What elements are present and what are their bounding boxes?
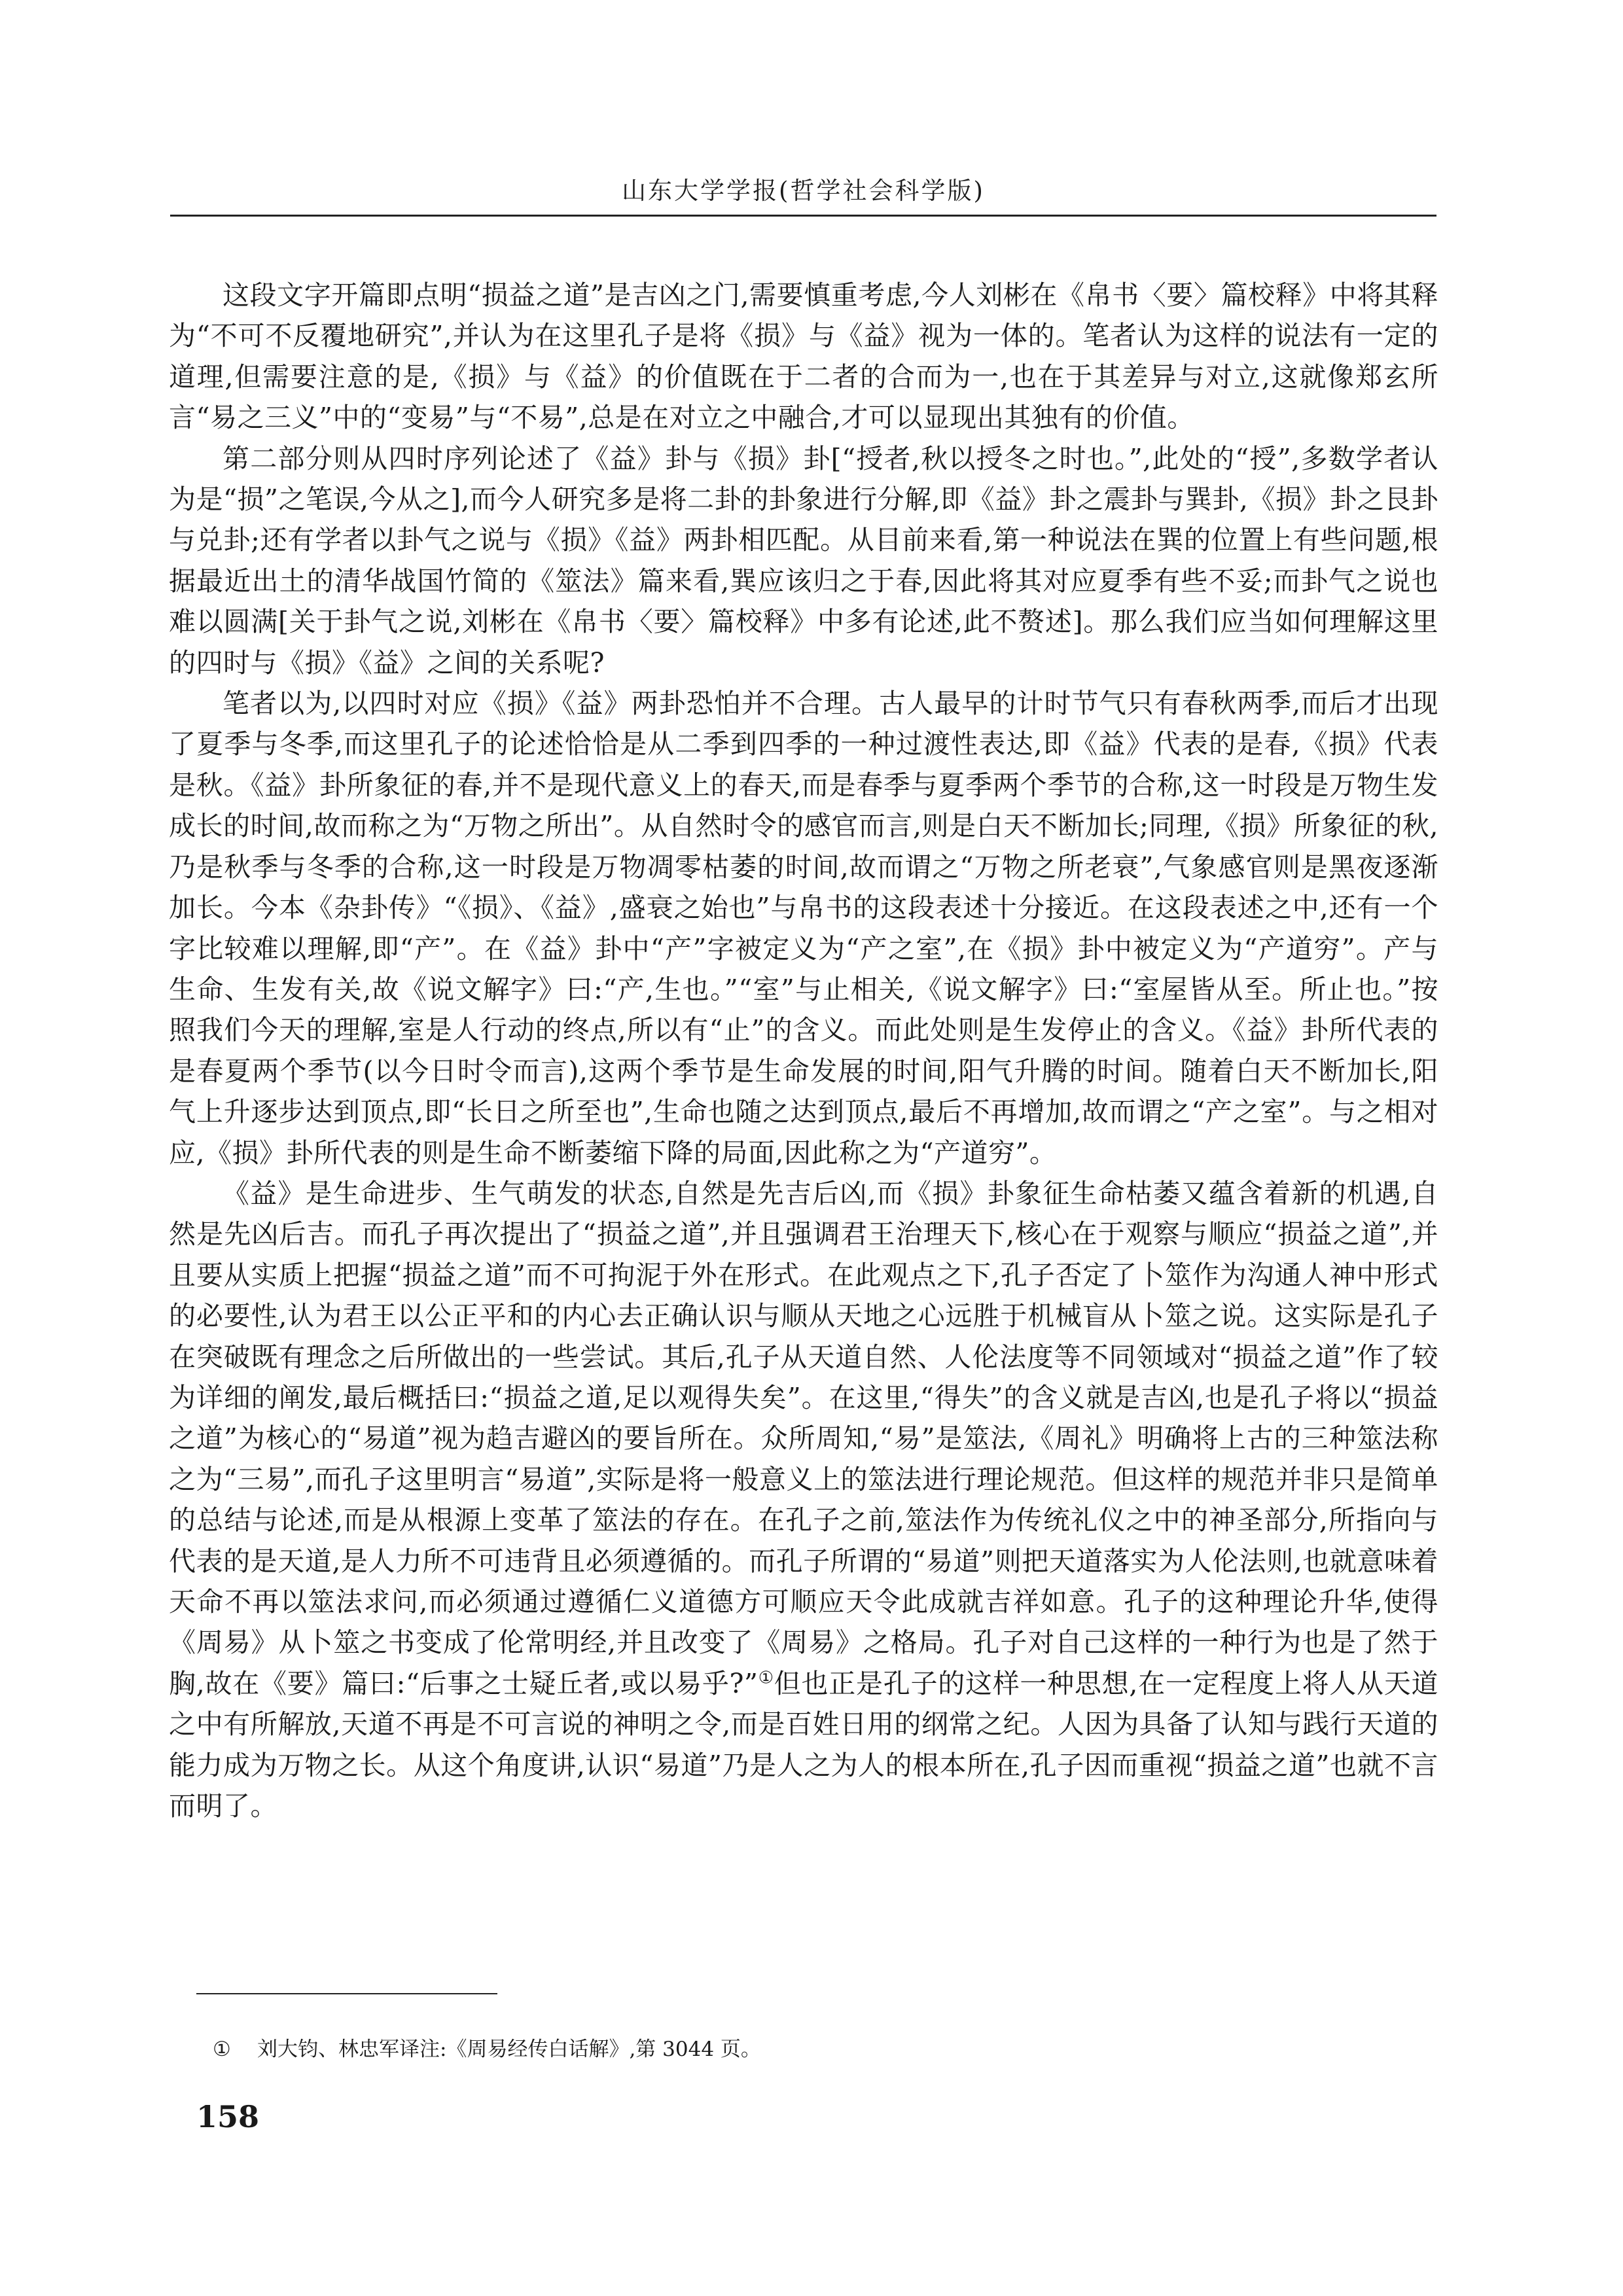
paragraph-4-text: 《益》是生命进步、生气萌发的状态,自然是先吉后凶,而《损》卦象征生命枯萎又蕴含着新的机遇,自然是先凶后吉。而孔子再次提出了“损益之道”,并且强调君王治理天下,核心在于观察与顺应“损益之道”,并且要从实质上把握“损益之道”而不可拘泥于外在形式。在此观点之下,孔子否定了卜筮作为沟通人神中形式的必要性,认为君王以公正平和的内心去正确认识与顺从天地之心远胜于机械盲从卜筮之说。这实际是孔子在突破既有理念之后所做出的一些尝试。其后,孔子从天道自然、人伦法度等不同领域对“损益之道”作了较为详细的阐发,最后概括曰:“损益之道,足以观得失矣”。在这里,“得失”的含义就是吉凶,也是孔子将以“损益之道”为核心的“易道”视为趋吉避凶的要旨所在。众所周知,“易”是筮法,《周礼》明确将上古的三种筮法称之为“三易”,而孔子这里明言“易道”,实际是将一般意义上的筮法进行理论规范。但这样的规范并非只是简单的总结与论述,而是从根源上变革了筮法的存在。在孔子之前,筮法作为传统礼仪之中的神圣部分,所指向与代表的是天道,是人力所不可违背且必须遵循的。而孔子所谓的“易道”则把天道落实为人伦法则,也就意味着天命不再以筮法求问,而必须通过遵循仁义道德方可顺应天令此成就吉祥如意。孔子的这种理论升华,使得《周易》从卜筮之书变成了伦常明经,并且改变了《周易》之格局。孔子对自己这样的一种行为也是了然于胸,故在《要》篇曰:“后事之士疑丘者,或以易乎?”	[169, 1177, 1438, 1699]
paragraph-1: 这段文字开篇即点明“损益之道”是吉凶之门,需要慎重考虑,今人刘彬在《帛书〈要〉篇校释》中将其释为“不可不反覆地研究”,并认为在这里孔子是将《损》与《益》视为一体的。笔者认为这样的说法有一定的道理,但需要注意的是,《损》与《益》的价值既在于二者的合而为一,也在于其差异与对立,这就像郑玄所言“易之三义”中的“变易”与“不易”,总是在对立之中融合,才可以显现出其独有的价值。	[169, 279, 1438, 434]
paragraph-4	[169, 1173, 1438, 1827]
header-rule	[170, 215, 1436, 217]
article-body	[169, 275, 1438, 1826]
page-number: 158	[196, 2099, 260, 2134]
journal-header: 山东大学学报(哲学社会科学版)	[622, 177, 985, 205]
footnote-reference[interactable]: ①	[758, 1668, 774, 1688]
paragraph-2: 第二部分则从四时序列论述了《益》卦与《损》卦[“授者,秋以授冬之时也。”,此处的“授”,多数学者认为是“损”之笔误,今从之],而今人研究多是将二卦的卦象进行分解,即《益》卦之震卦与巽卦,《损》卦之艮卦与兑卦;还有学者以卦气之说与《损》《益》两卦相匹配。从目前来看,第一种说法在巽的位置上有些问题,根据最近出土的清华战国竹简的《筮法》篇来看,巽应该归之于春,因此将其对应夏季有些不妥;而卦气之说也难以圆满[关于卦气之说,刘彬在《帛书〈要〉篇校释》中多有论述,此不赘述]。那么我们应当如何理解这里的四时与《损》《益》之间的关系呢?	[169, 442, 1438, 679]
paragraph-3: 笔者以为,以四时对应《损》《益》两卦恐怕并不合理。古人最早的计时节气只有春秋两季,而后才出现了夏季与冬季,而这里孔子的论述恰恰是从二季到四季的一种过渡性表达,即《益》代表的是春,《损》代表是秋。《益》卦所象征的春,并不是现代意义上的春天,而是春季与夏季两个季节的合称,这一时段是万物生发成长的时间,故而称之为“万物之所出”。从自然时令的感官而言,则是白天不断加长;同理,《损》所象征的秋,乃是秋季与冬季的合称,这一时段是万物凋零枯萎的时间,故而谓之“万物之所老衰”,气象感官则是黑夜逐渐加长。今本《杂卦传》“《损》、《益》,盛衰之始也”与帛书的这段表述十分接近。在这段表述之中,还有一个字比较难以理解,即“产”。在《益》卦中“产”字被定义为“产之室”,在《损》卦中被定义为“产道穷”。产与生命、生发有关,故《说文解字》曰:“产,生也。”“室”与止相关,《说文解字》曰:“室屋皆从至。所止也。”按照我们今天的理解,室是人行动的终点,所以有“止”的含义。而此处则是生发停止的含义。《益》卦所代表的是春夏两个季节(以今日时令而言),这两个季节是生命发展的时间,阳气升腾的时间。随着白天不断加长,阳气上升逐步达到顶点,即“长日之所至也”,生命也随之达到顶点,最后不再增加,故而谓之“产之室”。与之相对应,《损》卦所代表的则是生命不断萎缩下降的局面,因此称之为“产道穷”。	[169, 688, 1438, 1169]
footnote-rule	[196, 1993, 497, 1994]
footnote-text: 刘大钧、林忠军译注:《周易经传白话解》,第 3044 页。	[257, 2038, 761, 2061]
paragraph-4-tail: 但也正是孔子的这样一种思想,在一定程度上将人从天道之中有所解放,天道不再是不可言说的神明之令,而是百姓日用的纲常之纪。人因为具备了认知与践行天道的能力成为万物之长。从这个角度讲,认识“易道”乃是人之为人的根本所在,孔子因而重视“损益之道”也就不言而明了。	[169, 1667, 1439, 1822]
footnote	[213, 2035, 1391, 2064]
footnote-number: ①	[213, 2038, 231, 2061]
